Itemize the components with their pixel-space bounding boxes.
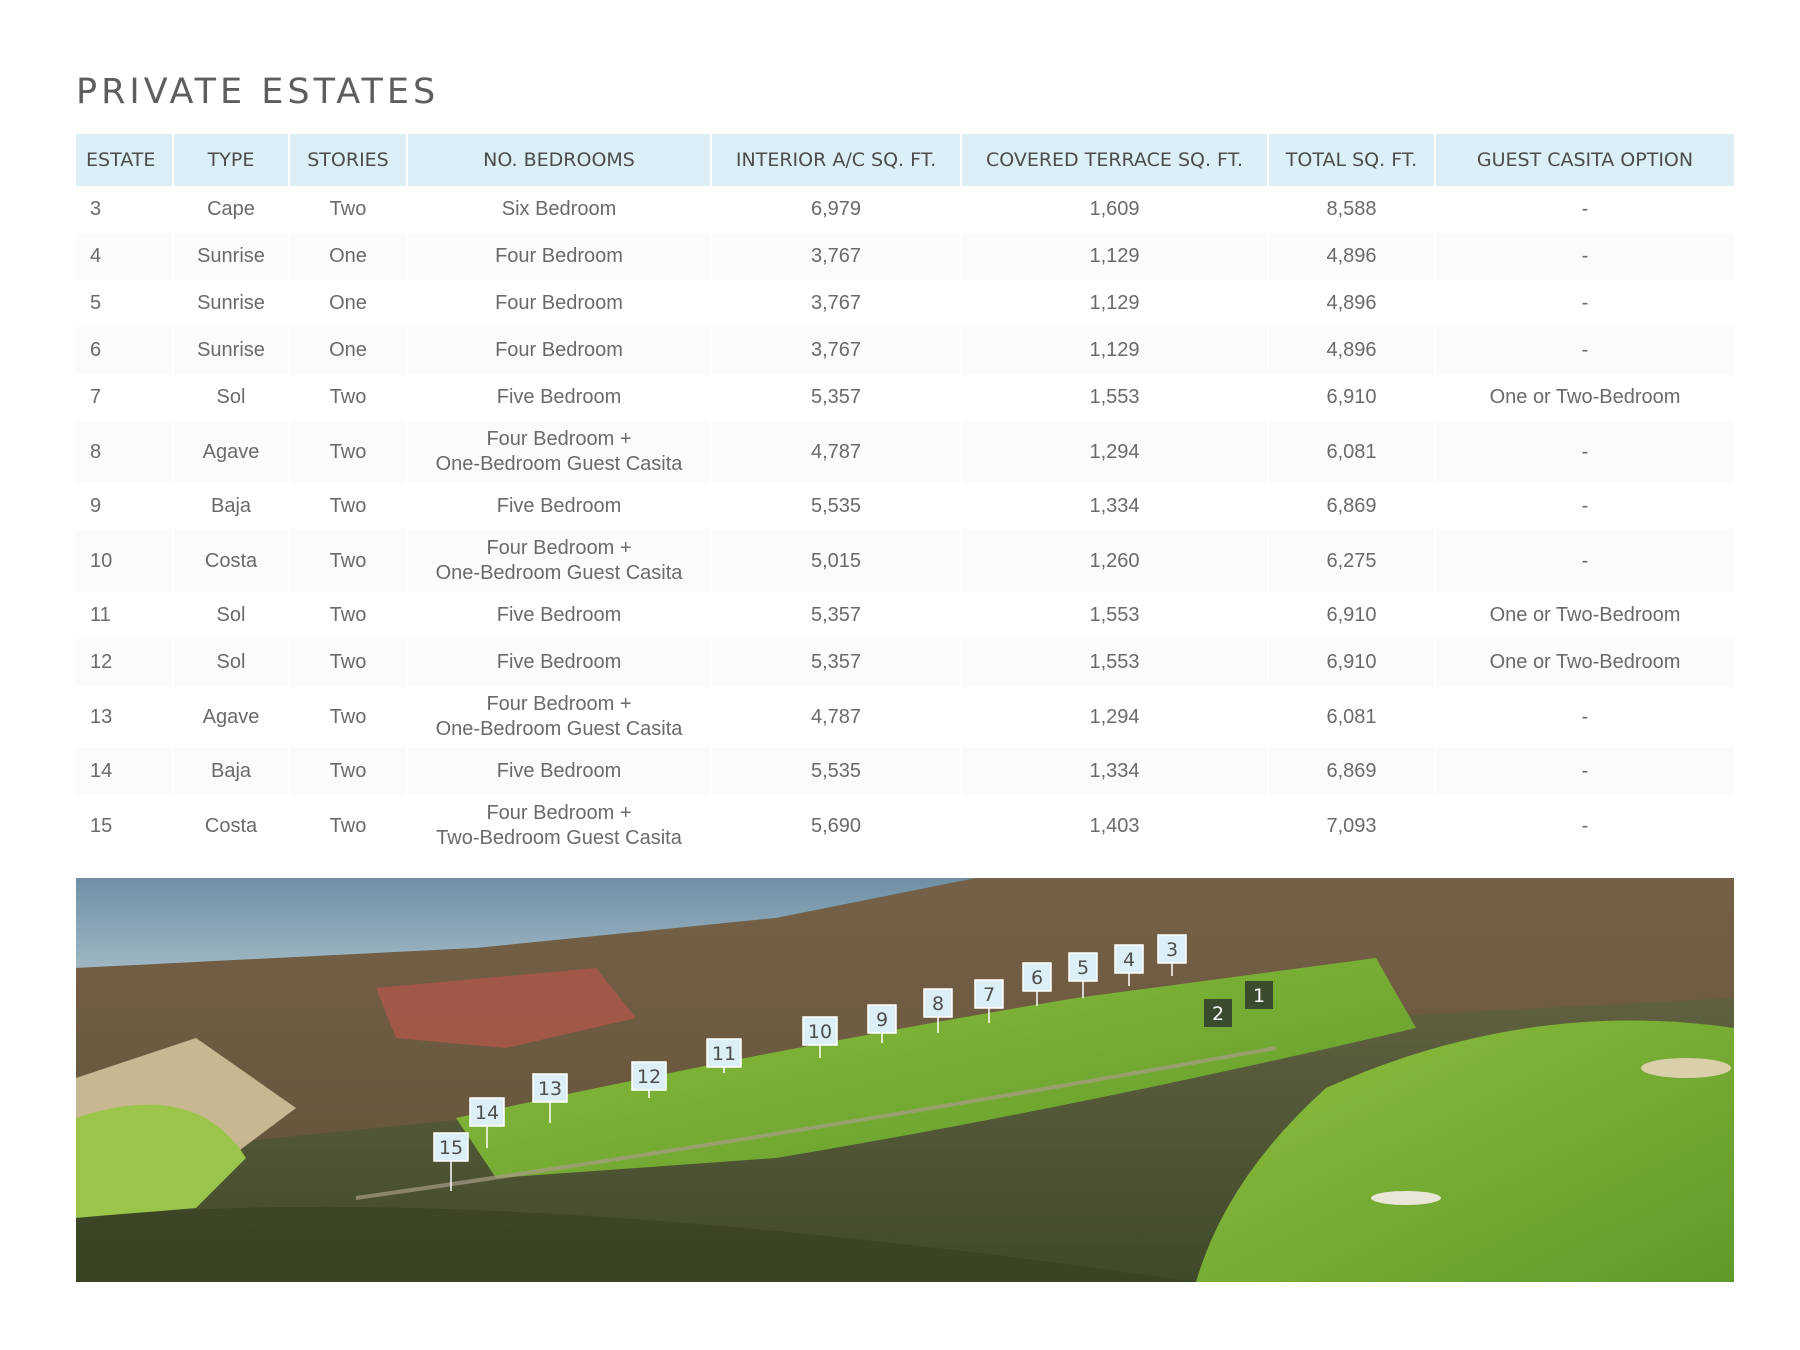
table-row bbox=[76, 530, 1734, 592]
bedroom-line: Five Bedroom bbox=[496, 495, 622, 517]
cell-terrace: 1,553 bbox=[961, 592, 1268, 639]
cell-stories: Two bbox=[289, 639, 407, 686]
cell-interior: 5,015 bbox=[711, 530, 961, 592]
cell-interior: 4,787 bbox=[711, 421, 961, 483]
table-row bbox=[76, 233, 1734, 280]
cell-stories: One bbox=[289, 327, 407, 374]
cell-type: Costa bbox=[173, 530, 289, 592]
cell-estate: 8 bbox=[76, 421, 173, 483]
cell-terrace: 1,294 bbox=[961, 686, 1268, 748]
cell-bedrooms bbox=[407, 639, 711, 686]
cell-stories: Two bbox=[289, 483, 407, 530]
table-row bbox=[76, 686, 1734, 748]
cell-total: 6,910 bbox=[1268, 639, 1435, 686]
marker-label: 5 bbox=[1076, 957, 1090, 979]
cell-type: Sunrise bbox=[173, 280, 289, 327]
cell-estate: 5 bbox=[76, 280, 173, 327]
table-body bbox=[76, 186, 1734, 857]
cell-stories: Two bbox=[289, 530, 407, 592]
table-row bbox=[76, 186, 1734, 233]
cell-total: 6,869 bbox=[1268, 748, 1435, 795]
marker-label: 10 bbox=[807, 1021, 833, 1043]
cell-bedrooms bbox=[407, 327, 711, 374]
marker-label: 2 bbox=[1211, 1003, 1225, 1025]
cell-estate: 7 bbox=[76, 374, 173, 421]
column-header-type: TYPE bbox=[173, 134, 289, 186]
column-header-terrace: COVERED TERRACE SQ. FT. bbox=[961, 134, 1268, 186]
cell-casita: One or Two-Bedroom bbox=[1489, 386, 1681, 408]
bedroom-line: Four Bedroom bbox=[495, 292, 623, 314]
bedroom-line: Five Bedroom bbox=[496, 604, 622, 626]
cell-bedrooms bbox=[407, 530, 711, 592]
table-row bbox=[76, 748, 1734, 795]
cell-casita: - bbox=[1435, 748, 1734, 795]
aerial-photo bbox=[76, 878, 1734, 1282]
table-row bbox=[76, 483, 1734, 530]
bedroom-line: One-Bedroom Guest Casita bbox=[435, 453, 683, 475]
column-header-estate: ESTATE bbox=[76, 134, 173, 186]
cell-terrace: 1,403 bbox=[961, 795, 1268, 857]
cell-terrace: 1,294 bbox=[961, 421, 1268, 483]
cell-interior: 3,767 bbox=[711, 233, 961, 280]
cell-total: 6,081 bbox=[1268, 421, 1435, 483]
cell-bedrooms bbox=[407, 374, 711, 421]
cell-total: 6,910 bbox=[1268, 374, 1435, 421]
cell-total: 4,896 bbox=[1268, 233, 1435, 280]
cell-bedrooms bbox=[407, 686, 711, 748]
cell-total: 6,910 bbox=[1268, 592, 1435, 639]
cell-stories: Two bbox=[289, 795, 407, 857]
cell-type: Cape bbox=[173, 186, 289, 233]
marker-label: 13 bbox=[537, 1078, 563, 1100]
cell-estate: 13 bbox=[76, 686, 173, 748]
cell-terrace: 1,553 bbox=[961, 374, 1268, 421]
cell-terrace: 1,129 bbox=[961, 280, 1268, 327]
cell-casita: - bbox=[1435, 327, 1734, 374]
cell-total: 7,093 bbox=[1268, 795, 1435, 857]
cell-bedrooms bbox=[407, 280, 711, 327]
marker-label: 7 bbox=[982, 984, 996, 1006]
cell-interior: 5,357 bbox=[711, 374, 961, 421]
table-row bbox=[76, 592, 1734, 639]
cell-type: Sol bbox=[173, 592, 289, 639]
bedroom-line: Five Bedroom bbox=[496, 651, 622, 673]
cell-type: Sunrise bbox=[173, 327, 289, 374]
cell-terrace: 1,129 bbox=[961, 327, 1268, 374]
cell-casita: - bbox=[1581, 495, 1589, 517]
cell-type: Baja bbox=[173, 748, 289, 795]
table-row bbox=[76, 280, 1734, 327]
bedroom-line: Four Bedroom + bbox=[486, 428, 632, 450]
cell-estate: 15 bbox=[76, 795, 173, 857]
table-row bbox=[76, 421, 1734, 483]
cell-terrace: 1,609 bbox=[961, 186, 1268, 233]
cell-interior: 3,767 bbox=[711, 280, 961, 327]
cell-interior: 5,357 bbox=[711, 639, 961, 686]
cell-estate: 11 bbox=[76, 592, 173, 639]
bedroom-line: Four Bedroom + bbox=[486, 802, 632, 824]
cell-casita: - bbox=[1435, 421, 1734, 483]
cell-terrace: 1,334 bbox=[961, 748, 1268, 795]
cell-stories: Two bbox=[289, 374, 407, 421]
cell-casita: - bbox=[1581, 705, 1589, 728]
cell-casita: One or Two-Bedroom bbox=[1435, 639, 1734, 686]
column-header-bedrooms: NO. BEDROOMS bbox=[407, 134, 711, 186]
bedroom-line: One-Bedroom Guest Casita bbox=[435, 718, 683, 740]
bedroom-line: One-Bedroom Guest Casita bbox=[435, 562, 683, 584]
cell-type: Sol bbox=[173, 374, 289, 421]
cell-bedrooms bbox=[407, 483, 711, 530]
cell-type: Baja bbox=[173, 483, 289, 530]
cell-estate: 10 bbox=[76, 530, 173, 592]
cell-total: 8,588 bbox=[1268, 186, 1435, 233]
cell-bedrooms bbox=[407, 233, 711, 280]
cell-type: Sunrise bbox=[173, 233, 289, 280]
page-title: PRIVATE ESTATES bbox=[76, 72, 440, 112]
bunker bbox=[1371, 1191, 1441, 1205]
cell-type: Agave bbox=[173, 421, 289, 483]
bedroom-line: Four Bedroom + bbox=[486, 693, 632, 715]
cell-interior: 5,690 bbox=[711, 795, 961, 857]
cell-total: 6,275 bbox=[1268, 530, 1435, 592]
marker-label: 6 bbox=[1030, 967, 1044, 989]
cell-interior: 5,535 bbox=[711, 483, 961, 530]
table-header-row bbox=[76, 134, 1734, 186]
cell-casita: One or Two-Bedroom bbox=[1489, 604, 1681, 626]
cell-stories: One bbox=[289, 280, 407, 327]
cell-estate: 3 bbox=[76, 186, 173, 233]
cell-casita: - bbox=[1435, 530, 1734, 592]
marker-label: 4 bbox=[1122, 949, 1136, 971]
bedroom-line: Four Bedroom bbox=[495, 339, 623, 361]
cell-stories: Two bbox=[289, 686, 407, 748]
marker-label: 3 bbox=[1165, 939, 1179, 961]
column-header-interior: INTERIOR A/C SQ. FT. bbox=[711, 134, 961, 186]
cell-terrace: 1,553 bbox=[961, 639, 1268, 686]
table-row bbox=[76, 327, 1734, 374]
bedroom-line: Five Bedroom bbox=[496, 386, 622, 408]
cell-type: Costa bbox=[173, 795, 289, 857]
cell-estate: 6 bbox=[76, 327, 173, 374]
estate-marker-dark bbox=[1204, 999, 1232, 1027]
cell-interior: 5,357 bbox=[711, 592, 961, 639]
marker-label: 8 bbox=[931, 993, 945, 1015]
table-row bbox=[76, 639, 1734, 686]
cell-stories: Two bbox=[289, 748, 407, 795]
cell-bedrooms bbox=[407, 795, 711, 857]
aerial-photo-illustration bbox=[76, 878, 1734, 1282]
cell-bedrooms bbox=[407, 186, 711, 233]
cell-total: 6,081 bbox=[1268, 686, 1435, 748]
bedroom-line: Six Bedroom bbox=[501, 198, 617, 220]
estate-marker-dark bbox=[1245, 981, 1273, 1009]
marker-label: 14 bbox=[474, 1102, 500, 1124]
cell-type: Sol bbox=[173, 639, 289, 686]
column-header-stories: STORIES bbox=[289, 134, 407, 186]
marker-label: 15 bbox=[438, 1137, 464, 1159]
cell-total: 4,896 bbox=[1268, 280, 1435, 327]
cell-casita: - bbox=[1435, 233, 1734, 280]
bedroom-line: Four Bedroom + bbox=[486, 537, 632, 559]
cell-estate: 12 bbox=[76, 639, 173, 686]
bunker bbox=[1641, 1058, 1731, 1078]
cell-casita: - bbox=[1581, 292, 1589, 314]
cell-stories: One bbox=[289, 233, 407, 280]
table-row bbox=[76, 795, 1734, 857]
table-row bbox=[76, 374, 1734, 421]
cell-casita: - bbox=[1581, 198, 1589, 220]
cell-estate: 9 bbox=[76, 483, 173, 530]
cell-bedrooms bbox=[407, 592, 711, 639]
cell-total: 6,869 bbox=[1268, 483, 1435, 530]
cell-total: 4,896 bbox=[1268, 327, 1435, 374]
cell-interior: 3,767 bbox=[711, 327, 961, 374]
column-header-casita: GUEST CASITA OPTION bbox=[1435, 134, 1734, 186]
cell-stories: Two bbox=[289, 592, 407, 639]
cell-bedrooms bbox=[407, 748, 711, 795]
marker-label: 1 bbox=[1252, 985, 1266, 1007]
estates-table bbox=[76, 134, 1734, 857]
marker-label: 11 bbox=[711, 1043, 737, 1065]
bedroom-line: Four Bedroom bbox=[495, 245, 623, 267]
cell-interior: 4,787 bbox=[711, 686, 961, 748]
bedroom-line: Two-Bedroom Guest Casita bbox=[436, 827, 682, 849]
marker-label: 9 bbox=[875, 1009, 889, 1031]
cell-estate: 14 bbox=[76, 748, 173, 795]
cell-terrace: 1,334 bbox=[961, 483, 1268, 530]
cell-casita: - bbox=[1581, 814, 1589, 837]
cell-bedrooms bbox=[407, 421, 711, 483]
cell-interior: 6,979 bbox=[711, 186, 961, 233]
cell-interior: 5,535 bbox=[711, 748, 961, 795]
cell-terrace: 1,260 bbox=[961, 530, 1268, 592]
marker-label: 12 bbox=[636, 1066, 662, 1088]
cell-estate: 4 bbox=[76, 233, 173, 280]
bedroom-line: Five Bedroom bbox=[496, 760, 622, 782]
cell-stories: Two bbox=[289, 186, 407, 233]
cell-type: Agave bbox=[173, 686, 289, 748]
column-header-total: TOTAL SQ. FT. bbox=[1268, 134, 1435, 186]
cell-terrace: 1,129 bbox=[961, 233, 1268, 280]
cell-stories: Two bbox=[289, 421, 407, 483]
